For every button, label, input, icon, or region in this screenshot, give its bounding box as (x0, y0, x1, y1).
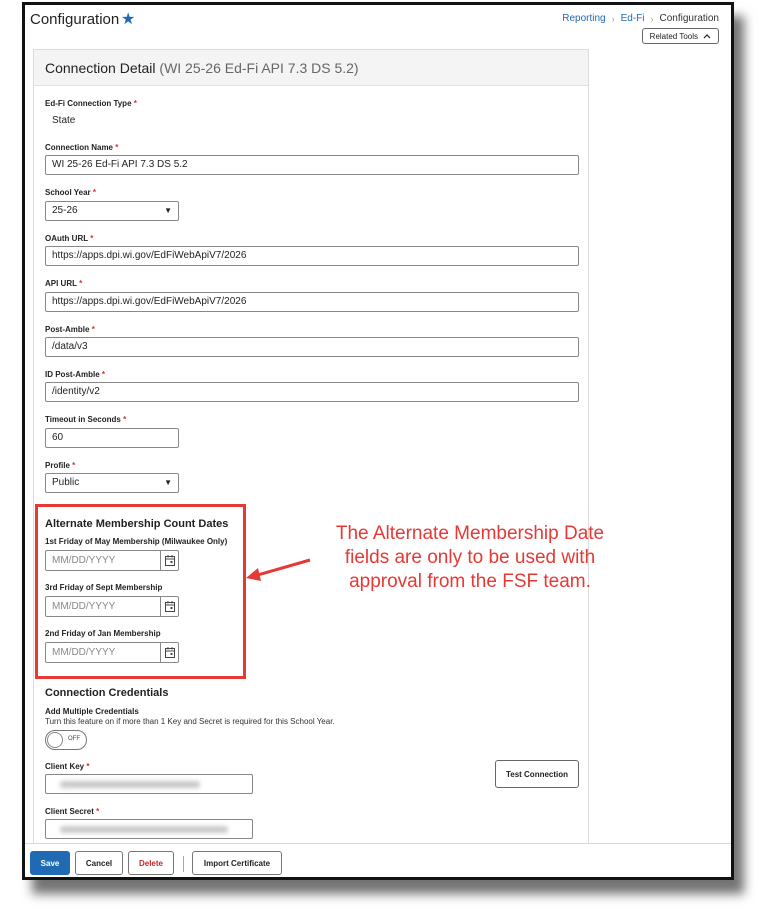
page-title: Configuration (30, 11, 120, 28)
connection-type-value: State (52, 115, 76, 126)
app-window (22, 2, 734, 880)
oauth-url-input[interactable]: https://apps.dpi.wi.gov/EdFiWebApiV7/2026 (45, 246, 579, 266)
sept-membership-date-input[interactable]: MM/DD/YYYY (45, 596, 179, 617)
sept-membership-label: 3rd Friday of Sept Membership (45, 583, 163, 592)
caret-down-icon: ▼ (164, 478, 172, 487)
connection-credentials-heading: Connection Credentials (45, 687, 169, 699)
connection-name-label: Connection Name * (45, 143, 119, 152)
calendar-icon[interactable] (160, 597, 178, 616)
chevron-right-icon: › (611, 13, 615, 24)
page-header (25, 5, 731, 49)
calendar-icon[interactable] (160, 643, 178, 662)
breadcrumb-edfi[interactable]: Ed-Fi (620, 13, 645, 24)
panel-header (34, 50, 588, 86)
related-tools-button[interactable] (642, 28, 719, 44)
connection-type-label: Ed-Fi Connection Type * (45, 99, 137, 108)
annotation-line: The Alternate Membership Date (335, 523, 605, 544)
school-year-select[interactable]: 25-26 ▼ (45, 201, 179, 221)
profile-select[interactable]: Public ▼ (45, 473, 179, 493)
id-post-amble-input[interactable]: /identity/v2 (45, 382, 579, 402)
annotation-line: fields are only to be used with (344, 547, 596, 568)
annotation-line: approval from the FSF team. (349, 571, 591, 592)
save-button[interactable]: Save (30, 851, 70, 875)
annotation-arrow-icon (244, 556, 314, 582)
calendar-icon[interactable] (160, 551, 178, 570)
toggle-state: OFF (68, 736, 80, 742)
panel-subtitle: (WI 25-26 Ed-Fi API 7.3 DS 5.2) (159, 60, 359, 76)
client-secret-label: Client Secret * (45, 807, 100, 816)
caret-down-icon: ▼ (164, 206, 172, 215)
api-url-label: API URL * (45, 279, 83, 288)
post-amble-label: Post-Amble * (45, 325, 95, 334)
divider (183, 856, 184, 872)
may-membership-date-input[interactable]: MM/DD/YYYY (45, 550, 179, 571)
jan-membership-label: 2nd Friday of Jan Membership (45, 629, 161, 638)
id-post-amble-label: ID Post-Amble * (45, 370, 106, 379)
related-tools-label: Related Tools (649, 31, 698, 41)
multiple-credentials-toggle[interactable] (45, 730, 87, 750)
post-amble-input[interactable]: /data/v3 (45, 337, 579, 357)
api-url-input[interactable]: https://apps.dpi.wi.gov/EdFiWebApiV7/2026 (45, 292, 579, 312)
test-connection-button[interactable]: Test Connection (495, 760, 579, 788)
breadcrumb-reporting[interactable]: Reporting (562, 13, 606, 24)
chevron-up-icon (703, 33, 711, 39)
toggle-knob (47, 732, 63, 748)
connection-name-input[interactable]: WI 25-26 Ed-Fi API 7.3 DS 5.2 (45, 155, 579, 175)
favorite-star-icon[interactable]: ★ (121, 11, 136, 28)
panel-title: Connection Detail (45, 60, 156, 76)
client-key-label: Client Key * (45, 762, 90, 771)
chevron-right-icon: › (650, 13, 654, 24)
may-membership-label: 1st Friday of May Membership (Milwaukee Only) (45, 537, 228, 546)
oauth-url-label: OAuth URL * (45, 234, 94, 243)
multiple-credentials-help: Turn this feature on if more than 1 Key and Secret is required for this School Year. (45, 717, 335, 726)
client-secret-input[interactable] (45, 819, 253, 839)
profile-label: Profile * (45, 461, 76, 470)
client-key-input[interactable] (45, 774, 253, 794)
timeout-label: Timeout in Seconds * (45, 415, 127, 424)
import-certificate-button[interactable]: Import Certificate (192, 851, 282, 875)
jan-membership-date-input[interactable]: MM/DD/YYYY (45, 642, 179, 663)
action-bar (25, 843, 731, 880)
breadcrumb-configuration: Configuration (659, 13, 719, 24)
timeout-input[interactable]: 60 (45, 428, 179, 448)
annotation-callout (305, 522, 635, 594)
delete-button[interactable]: Delete (128, 851, 174, 875)
school-year-label: School Year * (45, 188, 97, 197)
breadcrumb (562, 13, 719, 24)
alt-membership-heading: Alternate Membership Count Dates (45, 518, 229, 530)
connection-detail-panel (33, 49, 589, 843)
multiple-credentials-label: Add Multiple Credentials (45, 707, 139, 716)
cancel-button[interactable]: Cancel (75, 851, 123, 875)
